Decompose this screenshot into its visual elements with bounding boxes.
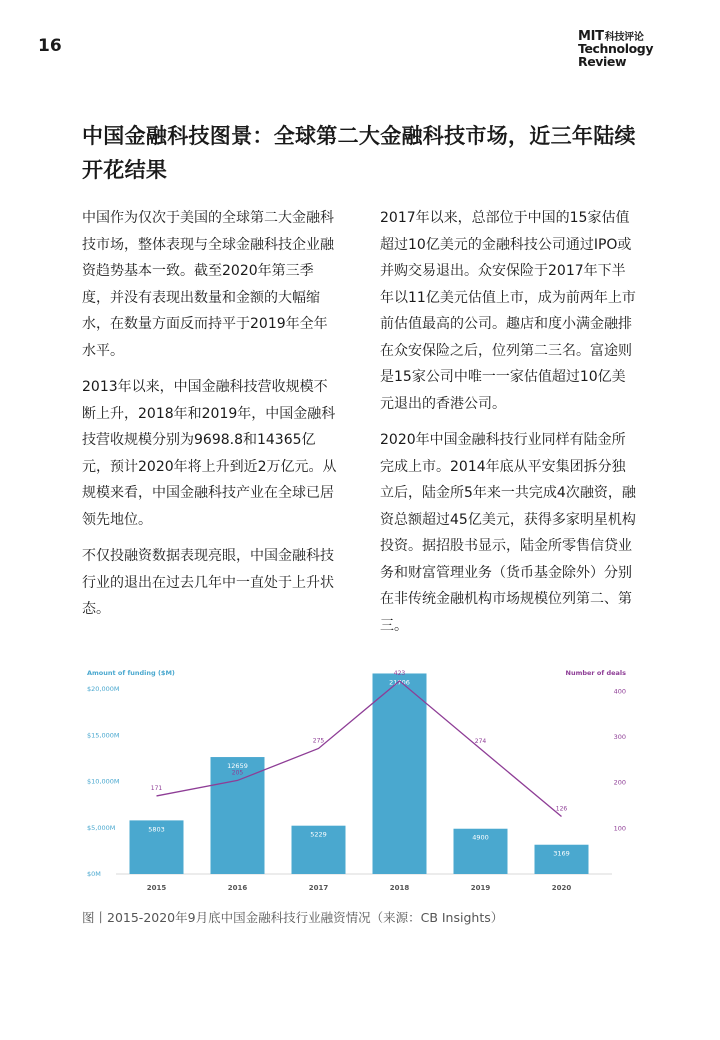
x-tick-label: 2019: [470, 884, 491, 892]
left-axis-title: Amount of funding ($M): [87, 669, 175, 677]
logo-text-mit: MIT: [578, 29, 604, 44]
paragraph: 2013年以来，中国金融科技营收规模不断上升，2018年和2019年，中国金融科技营收规模分别为9698.8和14365亿元，预计2020年将上升到近2万亿元。从规模来看，中国金融科技产业在全球已居领先地位。: [82, 379, 337, 528]
x-tick-label: 2017: [308, 884, 329, 892]
right-axis-title: Number of deals: [565, 669, 626, 677]
x-tick-label: 2020: [551, 884, 572, 892]
bar-value-label: 3169: [553, 849, 570, 858]
paragraph: 不仅投融资数据表现亮眼，中国金融科技行业的退出在过去几年中一直处于上升状态。: [82, 548, 334, 617]
funding-chart: [82, 660, 642, 900]
left-text-column: [82, 205, 340, 633]
figure-caption: 图丨2015-2020年9月底中国金融科技行业融资情况（来源：CB Insights）: [82, 910, 504, 925]
page-number: 16: [38, 36, 62, 56]
right-tick-label: 200: [613, 778, 626, 787]
right-tick-label: 300: [613, 733, 626, 742]
left-tick-label: $0M: [87, 870, 101, 878]
bar-value-label: 4900: [472, 833, 489, 842]
left-tick-label: $20,000M: [87, 685, 120, 694]
paragraph: 2017年以来，总部位于中国的15家估值超过10亿美元的金融科技公司通过IPO或并购交易退出。众安保险于2017年下半年以11亿美元估值上市，成为前两年上市前估值最高的公司。趣店和度小满金融排在众安保险之后，位列第二三名。富途则是15家公司中唯一一家估值超过10亿美元退出的香港公司。: [380, 210, 636, 412]
logo-text-cn: 科技评论: [604, 32, 644, 43]
left-tick-label: $10,000M: [87, 777, 120, 786]
deals-value-label: 171: [150, 784, 163, 792]
left-tick-label: $15,000M: [87, 731, 120, 740]
bar-value-label: 5803: [148, 825, 165, 834]
section-heading: 中国金融科技图景：全球第二大金融科技市场，近三年陆续开花结果: [82, 124, 636, 182]
bar-value-label: 12659: [227, 762, 248, 771]
logo-line-review: Review: [578, 53, 627, 69]
deals-value-label: 423: [393, 669, 406, 677]
bar-value-label: 5229: [310, 830, 327, 839]
bar-value-label: 21706: [389, 678, 410, 687]
right-text-column: [380, 205, 638, 649]
deals-value-label: 274: [474, 737, 487, 745]
right-tick-label: 100: [613, 824, 626, 833]
x-tick-label: 2018: [389, 884, 410, 892]
deals-value-label: 126: [555, 805, 568, 813]
right-tick-label: 400: [613, 687, 626, 696]
paragraph: 2020年中国金融科技行业同样有陆金所完成上市。2014年底从平安集团拆分独立后，陆金所5年来一共完成4次融资，融资总额超过45亿美元，获得多家明星机构投资。据招股书显示，陆金所零售信贷业务和财富管理业务（货币基金除外）分别在非传统金融机构市场规模位列第二、第三。: [380, 432, 636, 634]
logo-line-technology: Technology: [578, 41, 654, 56]
deals-value-label: 275: [312, 737, 325, 745]
bar: [373, 673, 427, 874]
paragraph: 中国作为仅次于美国的全球第二大金融科技市场，整体表现与全球金融科技企业融资趋势基本一致。截至2020年第三季度，并没有表现出数量和金额的大幅缩水，在数量方面反而持平于2019年全年水平。: [82, 210, 334, 359]
deals-value-label: 205: [231, 769, 244, 777]
left-tick-label: $5,000M: [87, 823, 116, 832]
x-tick-label: 2016: [227, 884, 248, 892]
x-tick-label: 2015: [146, 884, 167, 892]
mit-technology-review-logo: [578, 30, 668, 68]
